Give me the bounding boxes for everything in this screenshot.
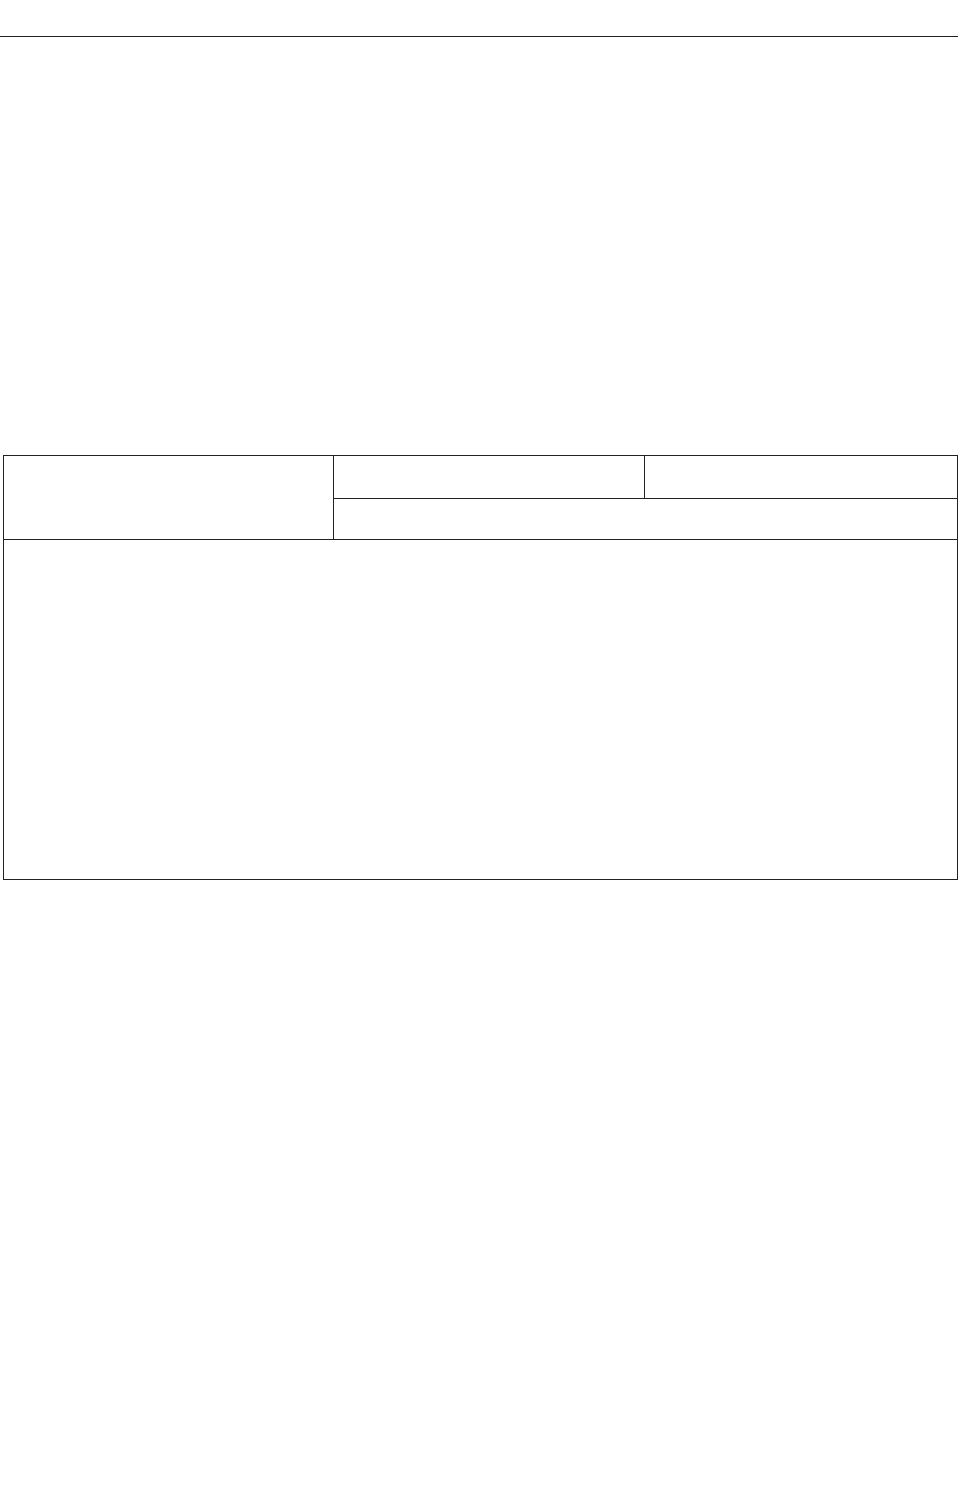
header-bottom-rule — [4, 539, 957, 540]
page-header — [0, 0, 960, 40]
header-rule — [0, 36, 958, 37]
comparison-table — [3, 455, 958, 880]
group-divider-vertical — [644, 456, 645, 498]
group-underline — [333, 498, 957, 499]
